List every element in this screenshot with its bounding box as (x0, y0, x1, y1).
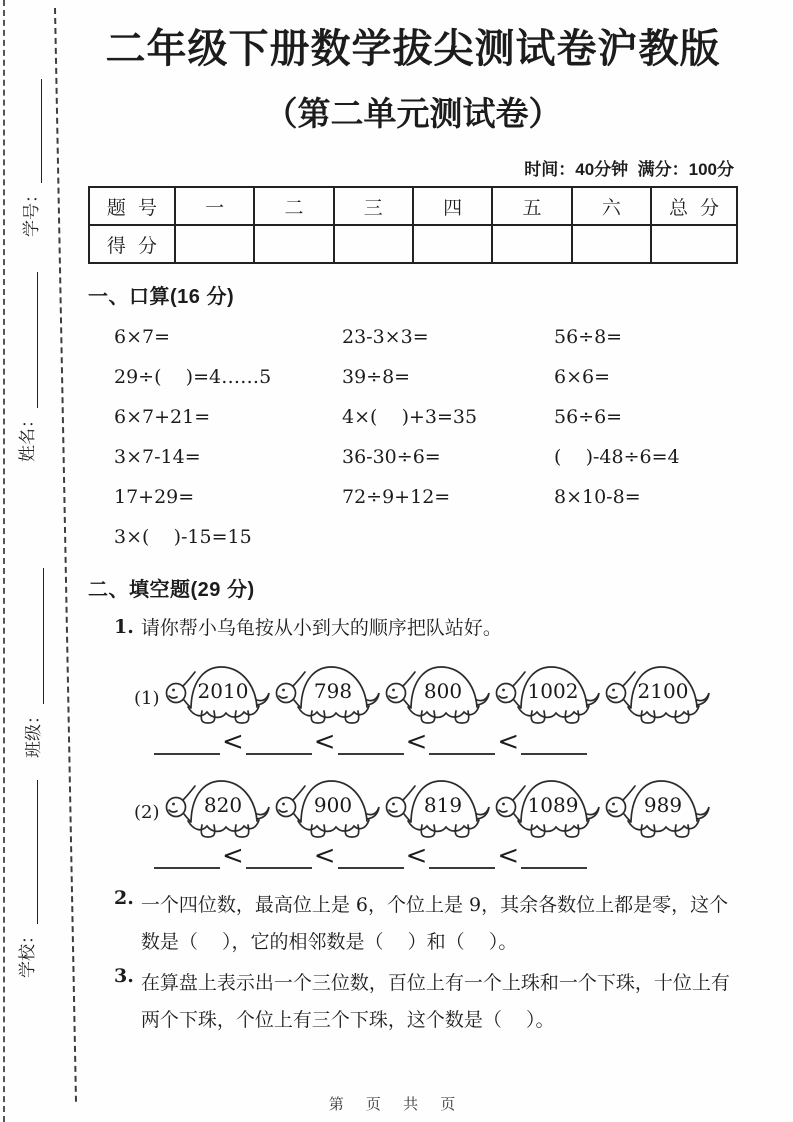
math-problem: ( )-48÷6=4 (554, 446, 680, 468)
math-problem: 3×7-14= (114, 446, 201, 468)
turtle-number: 800 (423, 678, 463, 703)
question-number: 3. (114, 964, 134, 987)
page-subtitle: （第二单元测试卷） (264, 95, 562, 132)
math-problem: 23-3×3= (342, 326, 429, 348)
less-than-symbol: < (405, 840, 428, 871)
turtle-icon (494, 771, 600, 839)
answer-blank-line (429, 841, 495, 869)
answer-blank-line (429, 727, 495, 755)
page-footer: 第 页 共 页 (328, 1096, 465, 1113)
less-than-symbol: < (222, 840, 244, 871)
turtle-row (134, 657, 738, 725)
turtle-number: 819 (423, 792, 463, 817)
answer-blank-line (521, 727, 587, 755)
answer-blank-line (338, 727, 404, 755)
math-problem: 39÷8= (342, 366, 411, 388)
group-label: (2) (134, 801, 160, 823)
less-than-symbol: < (313, 840, 336, 871)
score-empty-cell (413, 225, 492, 263)
score-header-cell: 题 号 (89, 187, 175, 225)
class-blank-line (25, 568, 44, 704)
turtle-row (134, 771, 738, 839)
score-header-cell: 一 (175, 187, 254, 225)
score-table-header-row (89, 187, 737, 225)
question-number: 2. (114, 886, 134, 909)
school-label: 学校： (18, 927, 38, 978)
math-problem: 56÷6= (554, 406, 623, 428)
turtle-icon (604, 657, 710, 725)
turtle-group-1 (88, 657, 738, 755)
answer-blank-line (521, 841, 587, 869)
less-than-symbol: < (405, 726, 428, 757)
turtle-icon (494, 657, 600, 725)
math-problem: 6×7+21= (114, 406, 211, 428)
score-empty-cell (651, 225, 737, 263)
student-name-label: 姓名： (18, 411, 38, 462)
score-header-cell: 二 (254, 187, 333, 225)
score-row-label: 得 分 (89, 225, 175, 263)
turtle-number: 2100 (637, 678, 689, 703)
section1-heading: 一、口算(16 分) (88, 286, 235, 308)
score-empty-cell (175, 225, 254, 263)
turtle-number: 989 (643, 792, 683, 817)
score-empty-cell (334, 225, 413, 263)
question-text: 一个四位数，最高位上是 6，个位上是 9，其余各数位上都是零，这个数是（ ），它的相邻数是（ ）和（ ）。 (140, 893, 729, 953)
student-name-field (12, 272, 38, 462)
compare-row (154, 840, 738, 871)
student-id-blank-line (23, 79, 42, 183)
question-2 (114, 887, 738, 961)
score-header-cell: 六 (572, 187, 651, 225)
class-label: 班级： (24, 707, 44, 758)
math-problem: 17+29= (114, 486, 195, 508)
time-score-info: 时间：40分钟 满分：100分 (524, 160, 734, 179)
student-id-field (16, 79, 42, 237)
score-table-score-row (89, 225, 737, 263)
math-problem: 56÷8= (554, 326, 623, 348)
math-problem (554, 517, 738, 557)
score-header-cell: 总 分 (651, 187, 737, 225)
answer-blank-line (154, 727, 220, 755)
turtle-icon (274, 657, 380, 725)
less-than-symbol: < (497, 726, 520, 757)
turtle-number: 2010 (197, 678, 249, 703)
score-empty-cell (492, 225, 571, 263)
oral-math-grid (114, 317, 738, 557)
math-problem: 36-30÷6= (342, 446, 441, 468)
student-name-blank-line (19, 272, 38, 408)
compare-row (154, 726, 738, 757)
score-empty-cell (572, 225, 651, 263)
turtle-number: 900 (313, 792, 353, 817)
class-field (18, 568, 44, 758)
answer-blank-line (154, 841, 220, 869)
less-than-symbol: < (222, 726, 244, 757)
question-text: 在算盘上表示出一个三位数，百位上有一个上珠和一个下珠，十位上有两个下珠，个位上有三个下珠，这个数是（ ）。 (140, 971, 730, 1031)
turtle-number: 798 (313, 678, 353, 703)
turtle-icon (384, 771, 490, 839)
answer-blank-line (246, 841, 312, 869)
turtle-icon (274, 771, 380, 839)
less-than-symbol: < (497, 840, 520, 871)
school-field (12, 780, 38, 978)
turtle-number: 1089 (527, 792, 579, 817)
turtle-number: 1002 (527, 678, 579, 703)
less-than-symbol: < (313, 726, 336, 757)
turtle-icon (384, 657, 490, 725)
math-problem: 4×( )+3=35 (342, 406, 478, 428)
turtle-icon (164, 657, 270, 725)
math-problem (342, 517, 554, 557)
score-header-cell: 三 (334, 187, 413, 225)
math-problem: 29÷( )=4……5 (114, 366, 272, 388)
group-label: (1) (134, 687, 160, 709)
turtle-icon (164, 771, 270, 839)
question-3 (114, 965, 738, 1039)
question-1 (114, 616, 738, 641)
question-number: 1. (114, 616, 134, 638)
student-id-label: 学号： (22, 186, 42, 237)
question-text: 请你帮小乌龟按从小到大的顺序把队站好。 (140, 617, 502, 639)
turtle-group-2 (88, 771, 738, 869)
turtle-icon (604, 771, 710, 839)
score-header-cell: 四 (413, 187, 492, 225)
fold-cut-dashed-line (54, 8, 77, 1102)
school-blank-line (19, 780, 38, 924)
math-problem: 72÷9+12= (342, 486, 451, 508)
answer-blank-line (338, 841, 404, 869)
math-problem: 6×7= (114, 326, 171, 348)
page-title: 二年级下册数学拔尖测试卷沪教版 (105, 27, 721, 71)
math-problem: 6×6= (554, 366, 611, 388)
turtle-number: 820 (203, 792, 243, 817)
page-edge-dashed-line (3, 0, 5, 1122)
score-empty-cell (254, 225, 333, 263)
paper-content (88, 26, 738, 1039)
answer-blank-line (246, 727, 312, 755)
score-table (88, 186, 738, 264)
math-problem: 3×( )-15=15 (114, 526, 252, 548)
score-header-cell: 五 (492, 187, 571, 225)
section2-heading: 二、填空题(29 分) (88, 579, 255, 601)
math-problem: 8×10-8= (554, 486, 641, 508)
